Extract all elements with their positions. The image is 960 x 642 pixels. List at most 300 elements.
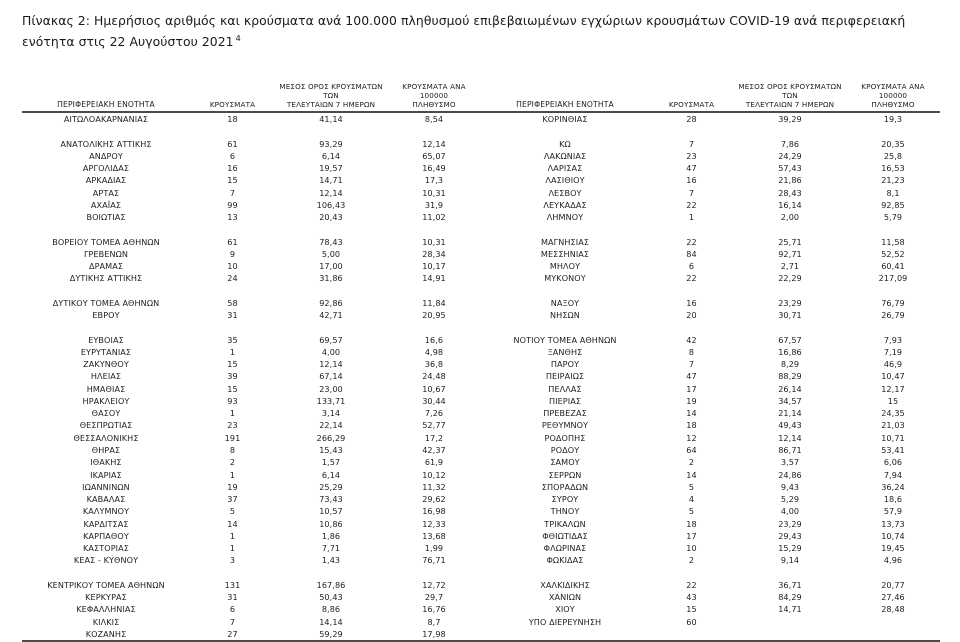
table-row-spacer	[22, 223, 940, 235]
cell-cases-left: 37	[227, 494, 238, 505]
cell-cases-left: 1	[229, 543, 236, 554]
cell-cases-right: 64	[686, 445, 697, 456]
cell-region-right: ΜΕΣΣΗΝΙΑΣ	[540, 248, 590, 259]
cell-region-right: ΣΥΡΟΥ	[551, 494, 579, 505]
cell-rate-left: 16,49	[422, 163, 446, 174]
col-header-rate-right-line1: ΚΡΟΥΣΜΑΤΑ ΑΝΑ 100000	[861, 82, 925, 101]
cell-rate-left: 31,9	[424, 199, 444, 210]
table-row	[22, 407, 940, 419]
cell-region-left: ΗΜΑΘΙΑΣ	[86, 383, 126, 394]
cell-region-right: ΡΟΔΟΠΗΣ	[544, 432, 586, 443]
cell-avg7-right: 2,71	[780, 261, 800, 272]
cell-avg7-left: 10,57	[319, 506, 343, 517]
table-row	[22, 591, 940, 603]
cell-rate-right: 92,85	[881, 199, 905, 210]
cell-region-left: ΗΡΑΚΛΕΙΟΥ	[82, 395, 130, 406]
cell-rate-right: 217,09	[878, 273, 908, 284]
cell-avg7-left: 1,57	[321, 457, 341, 468]
cell-cases-left: 16	[227, 163, 238, 174]
cell-cases-left: 31	[227, 310, 238, 321]
cell-region-right	[481, 567, 649, 579]
cell-cases-right	[649, 567, 734, 579]
cell-region-left: ΙΩΑΝΝΙΝΩΝ	[82, 481, 130, 492]
table-caption-text: Πίνακας 2: Ημερήσιος αριθμός και κρούσματα ανά 100.000 πληθυσμού επιβεβαιωμένων εγχώριων κρουσμάτων COVID-19 ανά περιφερειακή ενότητα στις 22 Αυγούστου 2021	[22, 13, 906, 50]
covid-regional-table	[22, 82, 940, 642]
cell-avg7-left: 25,29	[319, 481, 343, 492]
cell-cases-left: 1	[229, 469, 236, 480]
cell-rate-right: 15	[887, 395, 899, 406]
cell-cases-left: 1	[229, 408, 236, 419]
cell-rate-left: 11,02	[422, 212, 446, 223]
cell-region-right: ΝΟΤΙΟΥ ΤΟΜΕΑ ΑΘΗΝΩΝ	[513, 334, 617, 345]
cell-rate-left: 29,62	[422, 494, 446, 505]
cell-avg7-right: 30,71	[778, 310, 802, 321]
cell-avg7-left	[275, 285, 387, 297]
cell-rate-left: 17,98	[387, 628, 481, 641]
cell-avg7-left: 19,57	[319, 163, 343, 174]
cell-cases-right: 5	[688, 481, 695, 492]
table-header-row	[22, 82, 940, 112]
cell-rate-left: 24,48	[422, 371, 446, 382]
cell-avg7-left: 7,71	[321, 543, 341, 554]
cell-avg7-left: 69,57	[319, 334, 343, 345]
cell-avg7-right: 25,71	[778, 236, 802, 247]
cell-rate-left: 13,68	[422, 530, 446, 541]
table-container	[22, 82, 940, 642]
cell-cases-left: 3	[229, 555, 236, 566]
table-row	[22, 346, 940, 358]
cell-cases-right: 1	[688, 212, 695, 223]
cell-avg7-left: 12,14	[319, 359, 343, 370]
cell-avg7-left: 73,43	[319, 494, 343, 505]
cell-avg7-left	[275, 223, 387, 235]
cell-region-right	[481, 321, 649, 333]
cell-region-right: ΤΗΝΟΥ	[550, 506, 580, 517]
cell-avg7-right: 16,14	[778, 199, 802, 210]
cell-cases-left	[190, 285, 275, 297]
table-row	[22, 456, 940, 468]
cell-region-right: ΦΛΩΡΙΝΑΣ	[543, 543, 587, 554]
cell-cases-right: 84	[686, 248, 697, 259]
cell-region-left: ΚΕΝΤΡΙΚΟΥ ΤΟΜΕΑ ΑΘΗΝΩΝ	[47, 579, 165, 590]
cell-region-right: ΠΕΙΡΑΙΩΣ	[545, 371, 585, 382]
cell-rate-left: 17,3	[424, 175, 444, 186]
cell-cases-right: 47	[686, 371, 697, 382]
cell-cases-left: 131	[224, 579, 241, 590]
cell-region-right: ΜΑΓΝΗΣΙΑΣ	[540, 236, 590, 247]
cell-rate-right: 10,71	[881, 432, 905, 443]
table-row	[22, 272, 940, 284]
cell-avg7-left: 6,14	[321, 150, 341, 161]
cell-avg7-left: 1,43	[321, 555, 341, 566]
cell-rate-right: 26,79	[881, 310, 905, 321]
cell-rate-right: 16,53	[881, 163, 905, 174]
col-header-region-left: ΠΕΡΙΦΕΡΕΙΑΚΗ ΕΝΟΤΗΤΑ	[22, 82, 190, 112]
cell-rate-right: 21,03	[881, 420, 905, 431]
cell-avg7-left: 8,86	[321, 604, 341, 615]
cell-avg7-right: 29,43	[778, 530, 802, 541]
footnote-marker: 4	[235, 34, 241, 44]
cell-cases-right: 2	[688, 457, 695, 468]
cell-region-left: ΒΟΙΩΤΙΑΣ	[86, 212, 126, 223]
cell-rate-left: 7,26	[424, 408, 444, 419]
cell-avg7-right: 28,43	[778, 187, 802, 198]
cell-rate-right: 76,79	[881, 297, 905, 308]
table-row	[22, 628, 940, 641]
cell-region-right	[481, 223, 649, 235]
cell-region-right: ΤΡΙΚΑΛΩΝ	[544, 518, 586, 529]
cell-region-left: ΘΕΣΣΑΛΟΝΙΚΗΣ	[73, 432, 139, 443]
cell-rate-left	[387, 567, 481, 579]
cell-avg7-right: 57,43	[778, 163, 802, 174]
cell-region-left: ΒΟΡΕΙΟΥ ΤΟΜΕΑ ΑΘΗΝΩΝ	[52, 236, 160, 247]
cell-cases-left	[190, 567, 275, 579]
cell-avg7-left: 6,14	[321, 469, 341, 480]
cell-rate-left: 10,67	[422, 383, 446, 394]
cell-rate-left: 36,8	[424, 359, 444, 370]
cell-region-right: ΞΑΝΘΗΣ	[547, 346, 583, 357]
cell-rate-left: 42,37	[422, 445, 446, 456]
cell-rate-left: 16,98	[422, 506, 446, 517]
cell-rate-right: 19,45	[881, 543, 905, 554]
cell-region-left: ΑΧΑΪΑΣ	[90, 199, 122, 210]
cell-cases-right	[649, 628, 734, 641]
cell-rate-right: 6,06	[883, 457, 903, 468]
cell-cases-left	[190, 321, 275, 333]
cell-avg7-right: 21,86	[778, 175, 802, 186]
table-row	[22, 579, 940, 591]
table-row	[22, 211, 940, 223]
table-row	[22, 370, 940, 382]
cell-rate-right: 10,74	[881, 530, 905, 541]
cell-avg7-left: 15,43	[319, 445, 343, 456]
col-header-avg7-left-line2: ΤΕΛΕΥΤΑΙΩΝ 7 ΗΜΕΡΩΝ	[286, 100, 376, 110]
cell-region-left: ΚΑΡΔΙΤΣΑΣ	[83, 518, 129, 529]
cell-rate-left	[387, 321, 481, 333]
cell-rate-right: 11,58	[881, 236, 905, 247]
cell-avg7-right: 8,29	[780, 359, 800, 370]
col-header-avg7-left	[275, 82, 387, 112]
cell-avg7-right: 23,29	[778, 518, 802, 529]
table-row	[22, 358, 940, 370]
cell-cases-right: 22	[686, 236, 697, 247]
cell-avg7-left: 5,00	[321, 248, 341, 259]
cell-region-left: ΘΑΣΟΥ	[91, 408, 121, 419]
cell-rate-left: 65,07	[422, 150, 446, 161]
cell-rate-right	[846, 567, 940, 579]
cell-avg7-right: 92,71	[778, 248, 802, 259]
cell-rate-right: 18,6	[883, 494, 903, 505]
table-row	[22, 603, 940, 615]
cell-avg7-left: 4,00	[321, 346, 341, 357]
cell-cases-right: 5	[688, 506, 695, 517]
cell-rate-right: 46,9	[883, 359, 903, 370]
cell-avg7-right: 12,14	[778, 432, 802, 443]
cell-cases-right	[649, 321, 734, 333]
cell-cases-left: 6	[229, 604, 236, 615]
cell-region-left: ΑΡΤΑΣ	[92, 187, 120, 198]
cell-region-left	[22, 125, 190, 137]
table-row-spacer	[22, 125, 940, 137]
cell-avg7-right: 49,43	[778, 420, 802, 431]
cell-cases-left: 61	[227, 138, 238, 149]
cell-rate-left: 12,14	[422, 138, 446, 149]
cell-cases-left: 1	[229, 346, 236, 357]
cell-region-left	[22, 321, 190, 333]
table-row	[22, 383, 940, 395]
cell-rate-right: 5,79	[883, 212, 903, 223]
cell-region-right: ΧΑΝΙΩΝ	[548, 592, 582, 603]
cell-region-right: ΠΕΛΛΑΣ	[548, 383, 582, 394]
cell-region-left: ΔΥΤΙΚΟΥ ΤΟΜΕΑ ΑΘΗΝΩΝ	[52, 297, 160, 308]
cell-rate-right: 25,8	[883, 150, 903, 161]
cell-region-right: ΣΠΟΡΑΔΩΝ	[541, 481, 589, 492]
cell-avg7-right: 14,71	[778, 604, 802, 615]
table-row	[22, 187, 940, 199]
cell-region-right: ΡΕΘΥΜΝΟΥ	[541, 420, 589, 431]
cell-cases-right: 6	[688, 261, 695, 272]
cell-avg7-right	[734, 285, 846, 297]
cell-avg7-right: 88,29	[778, 371, 802, 382]
cell-region-right: ΝΑΞΟΥ	[550, 297, 580, 308]
cell-region-right: ΠΑΡΟΥ	[550, 359, 580, 370]
cell-region-left	[22, 567, 190, 579]
cell-avg7-left: 59,29	[275, 628, 387, 641]
cell-region-left: ΔΡΑΜΑΣ	[88, 261, 124, 272]
cell-avg7-right	[734, 567, 846, 579]
table-row	[22, 334, 940, 346]
cell-avg7-right: 22,29	[778, 273, 802, 284]
cell-cases-right	[649, 223, 734, 235]
cell-region-right: ΝΗΣΩΝ	[550, 310, 580, 321]
cell-cases-right: 28	[686, 114, 697, 125]
cell-cases-right: 42	[686, 334, 697, 345]
cell-avg7-left: 3,14	[321, 408, 341, 419]
cell-cases-right: 22	[686, 579, 697, 590]
cell-region-left: ΚΑΣΤΟΡΙΑΣ	[83, 543, 129, 554]
cell-rate-right: 57,9	[883, 506, 903, 517]
cell-avg7-left: 106,43	[316, 199, 346, 210]
cell-cases-right: 15	[686, 604, 697, 615]
cell-avg7-left: 20,43	[319, 212, 343, 223]
cell-region-left: ΚΕΡΚΥΡΑΣ	[85, 592, 127, 603]
cell-rate-left: 16,6	[424, 334, 444, 345]
cell-region-right: ΦΩΚΙΔΑΣ	[546, 555, 584, 566]
col-header-avg7-right-line2: ΤΕΛΕΥΤΑΙΩΝ 7 ΗΜΕΡΩΝ	[745, 100, 835, 110]
cell-rate-right: 52,52	[881, 248, 905, 259]
cell-avg7-left: 41,14	[319, 114, 343, 125]
cell-region-left: ΔΥΤΙΚΗΣ ΑΤΤΙΚΗΣ	[69, 273, 143, 284]
cell-avg7-right: 24,29	[778, 150, 802, 161]
cell-region-right: ΣΕΡΡΩΝ	[548, 469, 582, 480]
table-row	[22, 395, 940, 407]
cell-rate-right	[846, 285, 940, 297]
cell-rate-right: 8,1	[886, 187, 900, 198]
cell-region-right: ΣΑΜΟΥ	[550, 457, 580, 468]
cell-avg7-right: 5,29	[780, 494, 800, 505]
cell-region-left: ΚΑΛΥΜΝΟΥ	[82, 506, 130, 517]
col-header-cases-right: ΚΡΟΥΣΜΑΤΑ	[649, 82, 734, 112]
cell-region-right: ΠΙΕΡΙΑΣ	[548, 395, 582, 406]
table-row	[22, 419, 940, 431]
cell-cases-right: 7	[688, 138, 695, 149]
cell-cases-left	[190, 125, 275, 137]
cell-rate-left: 12,72	[422, 579, 446, 590]
cell-cases-right: 47	[686, 163, 697, 174]
table-row-spacer	[22, 567, 940, 579]
cell-cases-left: 5	[229, 506, 236, 517]
cell-region-right: ΚΩ	[559, 138, 571, 149]
table-row	[22, 554, 940, 566]
cell-rate-left: 29,7	[424, 592, 444, 603]
cell-avg7-left: 31,86	[319, 273, 343, 284]
cell-cases-right	[649, 125, 734, 137]
table-row-spacer	[22, 285, 940, 297]
cell-cases-left: 191	[224, 432, 241, 443]
cell-avg7-left	[275, 567, 387, 579]
cell-cases-right: 7	[688, 359, 695, 370]
table-row	[22, 542, 940, 554]
cell-rate-left: 16,76	[422, 604, 446, 615]
cell-cases-left: 24	[227, 273, 238, 284]
cell-region-left: ΚΑΒΑΛΑΣ	[86, 494, 126, 505]
cell-region-right: ΦΘΙΩΤΙΔΑΣ	[542, 530, 588, 541]
cell-avg7-right: 21,14	[778, 408, 802, 419]
table-row	[22, 518, 940, 530]
cell-rate-right	[846, 628, 940, 641]
table-row	[22, 260, 940, 272]
table-row	[22, 505, 940, 517]
cell-rate-left: 8,7	[427, 616, 441, 627]
cell-cases-right: 18	[686, 420, 697, 431]
cell-rate-left: 20,95	[422, 310, 446, 321]
col-header-avg7-right	[734, 82, 846, 112]
cell-region-left	[22, 285, 190, 297]
cell-rate-right: 7,19	[883, 346, 903, 357]
cell-cases-left: 6	[229, 150, 236, 161]
cell-region-right: ΛΑΣΙΘΙΟΥ	[545, 175, 585, 186]
cell-avg7-right	[734, 125, 846, 137]
cell-avg7-right: 86,71	[778, 445, 802, 456]
cell-cases-left: 8	[229, 445, 236, 456]
cell-cases-right: 17	[686, 383, 697, 394]
table-row	[22, 493, 940, 505]
cell-avg7-left: 42,71	[319, 310, 343, 321]
cell-region-right: ΛΕΥΚΑΔΑΣ	[543, 199, 587, 210]
cell-cases-right: 43	[686, 592, 697, 603]
cell-rate-left: 11,84	[422, 297, 446, 308]
cell-region-right: ΡΟΔΟΥ	[550, 445, 580, 456]
cell-avg7-right: 67,57	[778, 334, 802, 345]
cell-cases-left: 27	[190, 628, 275, 641]
cell-rate-right: 21,23	[881, 175, 905, 186]
col-header-rate-right	[846, 82, 940, 112]
cell-region-right: ΧΙΟΥ	[555, 604, 575, 615]
cell-avg7-right: 3,57	[780, 457, 800, 468]
cell-region-right: ΜΥΚΟΝΟΥ	[544, 273, 586, 284]
cell-region-left: ΚΟΖΑΝΗΣ	[22, 628, 190, 641]
cell-avg7-right: 9,14	[780, 555, 800, 566]
cell-cases-left: 39	[227, 371, 238, 382]
cell-region-left: ΚΙΛΚΙΣ	[92, 616, 120, 627]
table-row	[22, 432, 940, 444]
table-row	[22, 469, 940, 481]
cell-rate-right: 36,24	[881, 481, 905, 492]
cell-cases-right: 23	[686, 150, 697, 161]
cell-rate-right	[846, 616, 940, 628]
cell-cases-right: 2	[688, 555, 695, 566]
cell-cases-left: 19	[227, 481, 238, 492]
cell-region-left: ΖΑΚΥΝΘΟΥ	[83, 359, 129, 370]
cell-rate-right: 13,73	[881, 518, 905, 529]
cell-avg7-right: 24,86	[778, 469, 802, 480]
cell-cases-right: 8	[688, 346, 695, 357]
cell-region-left: ΙΚΑΡΙΑΣ	[90, 469, 122, 480]
cell-region-right: ΜΗΛΟΥ	[549, 261, 581, 272]
cell-avg7-right: 34,57	[778, 395, 802, 406]
cell-cases-left: 7	[229, 187, 236, 198]
cell-region-left: ΑΡΓΟΛΙΔΑΣ	[82, 163, 130, 174]
cell-rate-left	[387, 223, 481, 235]
cell-region-right: ΛΑΚΩΝΙΑΣ	[543, 150, 587, 161]
cell-cases-right: 7	[688, 187, 695, 198]
cell-region-right: ΛΕΣΒΟΥ	[548, 187, 582, 198]
cell-cases-right: 22	[686, 199, 697, 210]
col-header-rate-left-line2: ΠΛΗΘΥΣΜΟ	[412, 100, 456, 110]
cell-cases-left: 35	[227, 334, 238, 345]
cell-rate-right: 12,17	[881, 383, 905, 394]
cell-rate-left: 76,71	[422, 555, 446, 566]
cell-region-left: ΙΘΑΚΗΣ	[90, 457, 122, 468]
cell-rate-left: 11,32	[422, 481, 446, 492]
cell-avg7-left: 167,86	[316, 579, 346, 590]
cell-cases-right: 60	[686, 616, 697, 627]
cell-rate-right	[846, 321, 940, 333]
cell-avg7-left: 14,71	[319, 175, 343, 186]
cell-avg7-left: 1,86	[321, 530, 341, 541]
cell-rate-right: 7,94	[883, 469, 903, 480]
cell-avg7-right: 84,29	[778, 592, 802, 603]
cell-cases-right: 14	[686, 408, 697, 419]
cell-cases-right: 10	[686, 543, 697, 554]
cell-cases-left: 99	[227, 199, 238, 210]
cell-cases-left: 15	[227, 383, 238, 394]
col-header-rate-left	[387, 82, 481, 112]
cell-region-left: ΕΥΡΥΤΑΝΙΑΣ	[80, 346, 132, 357]
cell-avg7-left: 266,29	[316, 432, 346, 443]
cell-cases-right: 19	[686, 395, 697, 406]
cell-cases-left: 93	[227, 395, 238, 406]
cell-avg7-left: 14,14	[319, 616, 343, 627]
cell-region-left: ΑΙΤΩΛΟΑΚΑΡΝΑΝΙΑΣ	[63, 114, 149, 125]
cell-region-left: ΑΝΑΤΟΛΙΚΗΣ ΑΤΤΙΚΗΣ	[60, 138, 152, 149]
cell-rate-right	[846, 125, 940, 137]
cell-region-right: ΥΠΟ ΔΙΕΡΕΥΝΗΣΗ	[528, 616, 602, 627]
cell-region-left: ΘΕΣΠΡΩΤΙΑΣ	[79, 420, 133, 431]
cell-cases-left: 2	[229, 457, 236, 468]
cell-region-left: ΗΛΕΙΑΣ	[90, 371, 122, 382]
col-header-cases-left: ΚΡΟΥΣΜΑΤΑ	[190, 82, 275, 112]
cell-avg7-right: 23,29	[778, 297, 802, 308]
cell-cases-left: 23	[227, 420, 238, 431]
cell-cases-left: 7	[229, 616, 236, 627]
cell-avg7-left	[275, 321, 387, 333]
table-row	[22, 162, 940, 174]
cell-rate-left: 30,44	[422, 395, 446, 406]
cell-cases-left: 15	[227, 359, 238, 370]
cell-cases-left: 10	[227, 261, 238, 272]
cell-rate-right: 7,93	[883, 334, 903, 345]
